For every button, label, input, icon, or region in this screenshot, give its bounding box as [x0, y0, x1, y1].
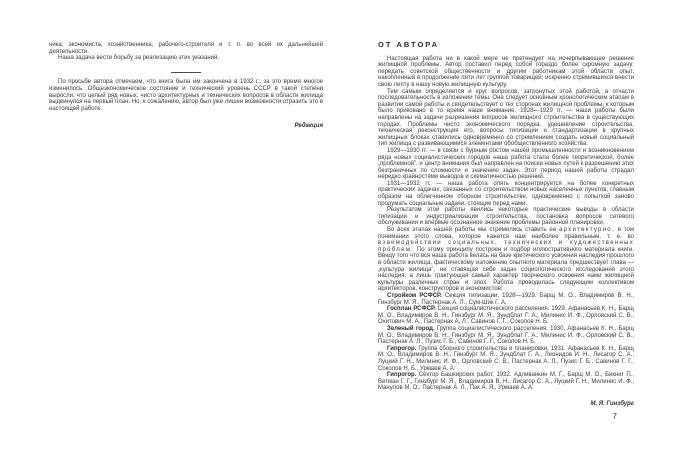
emphasis-text: Во всех этапах нашей работы мы стремились ставить ее — [387, 227, 559, 234]
paragraph-emphasis — [378, 227, 634, 293]
team-entry — [378, 326, 634, 346]
emphasis-text: По этому принципу построен и подбор иллюстративного материала книги. Ввиду того что вся наша работа велась на базе критического усвоения наследия прошлого в области жилища, фактическому изложению опытного материала предшествует глава — „культура жилища”, не ставящая себе задач социологического исследования этого наследия, а лишь трактующая самый характер творческого освоения нами жилищной культуры различных стран и эпох. Работа проводилась следующим коллективом архитекторов, конструкторов и экономистов: — [378, 246, 634, 293]
section-divider — [171, 72, 201, 73]
left-page — [49, 42, 323, 129]
team-members: Группа социалистического расселения. 1930. Афанасьев К. Н., Барщ М. О., Владимиров В. Н., Гинзбург М. Я., Зундблат Г. А., Милинис И. Ф., Орловский С. В., Пастернак А. Л., Пузис Г. Б., Савинов Г. Г., Соколов Н. Б. — [378, 325, 634, 346]
emphasis-spaced-phrase: взаимодействии социальных, технических и художественных проблем. — [378, 240, 634, 253]
team-members: Сектор Башкирских работ, 1932. Адливанкин М. Г., Барщ М. О., Бикниг П., Ветман Г. Г., Гинзбург М. Я., Владимиров В. Н., Лисагор С. А., Луцкий Г. Н., Милинис И. Ф., Манулов М. О., Пастернак А. Л., Пак А. Я., Урмаев А. А. — [378, 372, 634, 392]
team-entry — [378, 293, 634, 306]
team-name: Гипрогор. — [387, 345, 417, 352]
team-entry — [378, 346, 634, 372]
emphasis-text: в том понимании этого слова, которое кажется нам наиболее правильным, т. е. во — [378, 227, 634, 240]
team-name: Гипрогор. — [387, 372, 417, 379]
team-entry — [378, 372, 634, 392]
emphasis-spaced-word: архитектурно, — [558, 227, 615, 234]
team-name: Госплан РСФСР. — [387, 306, 436, 313]
paragraph: Тем самым определяется и круг вопросов, затронутых этой работой, а отчасти последовательность в изложении темы. Она следует основным хронологическим этапам в развитии самой работы и свидетельствует о тех сторонах жилищной проблемы, к которым было приковано в то время наше внимание. 1928—1929 гг. — наши работы были направлены на задачи разрешения вопросов жилищного строительства в существующих городах. Проблемы чисто экономического порядка, удешевление строительства, техническая реконструкция его, вопросы типизации и стандартизации в крупных жилищных блоках ставились одновременно со стремлением создать новый социальный тип жилища с развивающимися элементами обобществленного хозяйства. — [378, 88, 634, 148]
team-entry — [378, 306, 634, 326]
paragraph-continuation: ника, экономиста, хозяйственника, рабочего-строителя и т. п. во всей их дальнейшей деятельности. — [49, 42, 323, 55]
page-heading: ОТ АВТОРА — [378, 40, 440, 49]
team-members: Группа сборного строительства и планировки. 1931. Афанасьев К. Н., Барщ М. О., Владимиров В. Н., Гинзбург М. Я., Зундблат Г. А., Леонидов И. Н., Лисагор С. А., Луцкий Г. Н., Милинис И. Ф., Орловский С. В., Пастернак А. Л., Пузис Г. Б., Савинов Г. Г., Соколов Н. Б., Урмаев А. А. — [378, 345, 634, 372]
team-name: Стройком РСФСР. — [387, 292, 442, 299]
paragraph: Настоящая работа ни в какой мере не претендует на исчерпывающее решение жилищной проблемы. Автор поставил перед собой гораздо более скромную задачу: передать советской общественности и другим работникам этой области опыт, накопленный в продолжение пяти лет группой товарищей, искренно стремившихся внести свою лепту в нашу новую жилищную культуру. — [378, 55, 634, 88]
author-signature: М. Я. Гинзбург — [590, 400, 634, 407]
paragraph: Результатом этой работы явились некоторые практические выводы в области типизации и индустриализации строительства, постановка вопросов сетевого обслуживания и впервые осознанное значение проблемы районной планировки. — [378, 207, 634, 227]
editorial-signature: Редакция — [294, 122, 323, 129]
paragraph: 1931—1932 гг. — наша работа опять концентрируется на более конкретных практических задачах, связанных со строительством новых населенных пунктов, главным образом на облегченном сборном строительстве, одновременно с попыткой заново продумать социальные задачи, стоящие перед нами. — [378, 180, 634, 207]
team-members: Секция социалистического расселения. 1929. Афанасьев К. Н., Барщ М. О., Владимиров В. Н., Гинзбург М. Я., Зундблат Г. А., Милинис И. Ф., Орловский С. В., Охитович М. А., Пастернак А. Л., Савинов Г. Г., Соколов Н. Б. — [378, 306, 634, 326]
right-page — [378, 42, 634, 421]
editorial-note: По просьбе автора отмечаем, что книга была им закончена в 1932 г.; за это время многое изменилось. Общеэкономическое состояние и технический уровень СССР в такой степени выросли, что целый ряд новых, чисто архитектурных и технических вопросов в области жилища выдвинулся на первый план. Но, к сожалению, автор был уже лишен возможности отразить это в настоящей работе. — [49, 79, 323, 112]
team-members: Секция типизации, 1928—1929. Барщ М. О., Владимиров В. Н., Гинзбург М. Я., Пастернак А. Л., Сум-Шик Г. А. — [378, 292, 634, 306]
paragraph: 1929—1930 гг. — в связи с бурным ростом нашей промышленности и возникновением ряда новых социалистических городов наша работа стала более теоретической, более „проблемной”, и центр внимания был направлен на поиски новых путей к разрешению этих безграничных по сложности и значению задач. Этот период нашей работы страдал нередко крайностями выводов и схематичностью решений. — [378, 147, 634, 181]
page-number: 7 — [612, 412, 617, 422]
team-name: Зеленый город. — [387, 325, 435, 332]
paragraph-task: Наша задача вести борьбу за реализацию этих указаний. — [58, 55, 219, 62]
